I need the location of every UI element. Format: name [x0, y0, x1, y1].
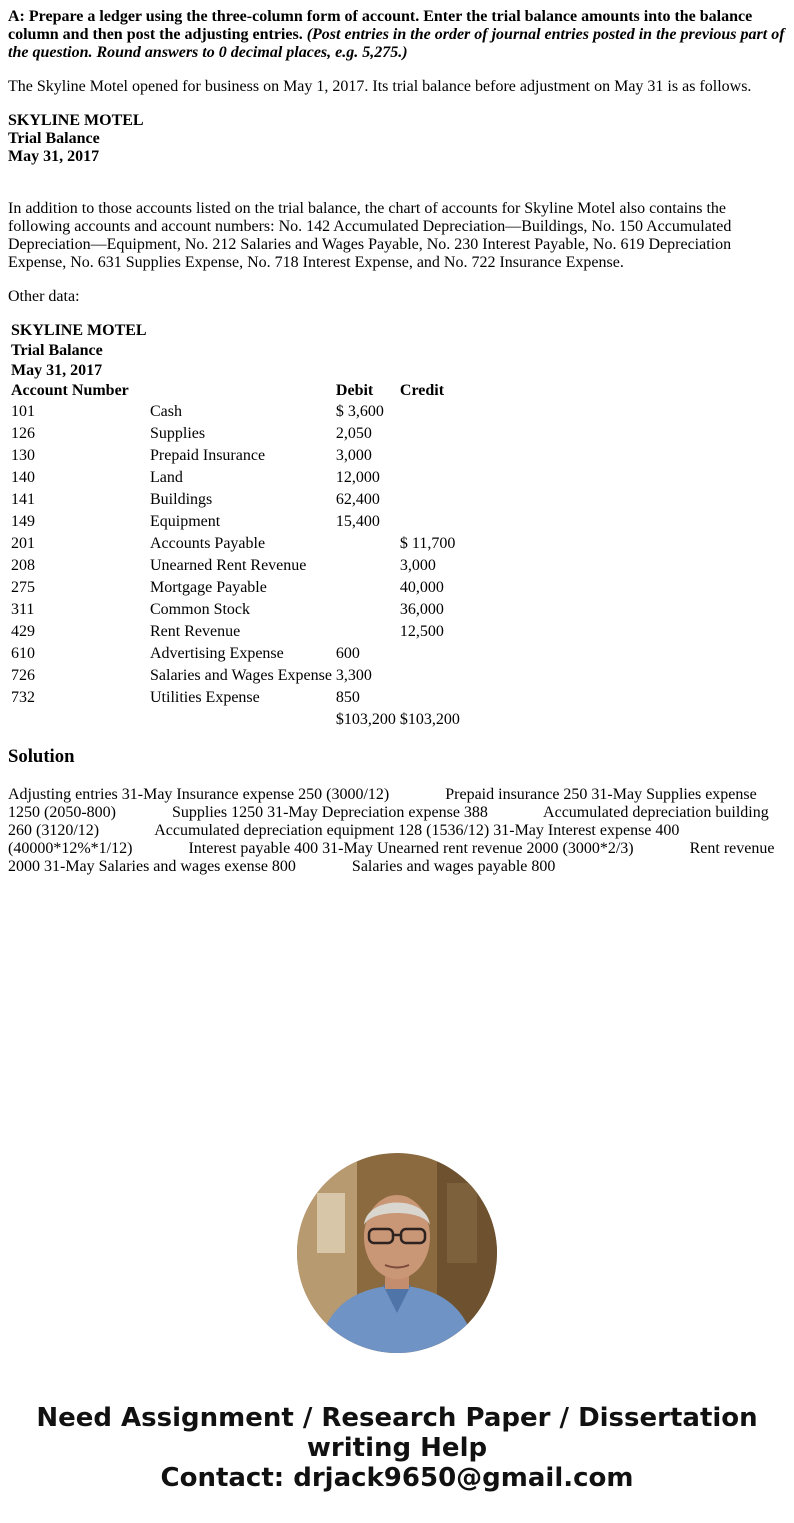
heading-title: Trial Balance [8, 130, 100, 147]
totals-spacer [10, 710, 147, 730]
table-row [10, 402, 461, 422]
author-portrait-image [297, 1153, 497, 1353]
account-name-cell: Mortgage Payable [150, 579, 267, 596]
account-name-cell: Accounts Payable [150, 535, 266, 552]
account-number-cell: 201 [11, 535, 35, 552]
total-debit: $103,200 [335, 711, 396, 728]
account-name-cell: Salaries and Wages Expense [150, 667, 332, 684]
question-prefix: A: Prepare a ledger using the three-column form of account. Enter the trial balance amounts into the balance column and then post the adjusting entries. [8, 8, 753, 43]
table-row [10, 666, 461, 686]
table-row [10, 578, 461, 598]
promo-line-3: Contact: drjack9650@gmail.com [160, 1463, 634, 1493]
table-row [10, 424, 461, 444]
account-number-cell: 126 [11, 425, 35, 442]
solution-entry: Prepaid insurance 250 31-May Supplies expense 1250 (2050-800) [8, 786, 757, 821]
table-row [10, 556, 461, 576]
solution-heading: Solution [8, 746, 75, 767]
heading-date: May 31, 2017 [8, 148, 100, 165]
account-number-cell: 149 [11, 513, 35, 530]
solution-entry: Accumulated depreciation equipment 128 (1536/12) 31-May Interest expense 400 (40000*12%*1/12) [8, 822, 680, 857]
solution-entry: Interest payable 400 31-May Unearned rent revenue 2000 (3000*2/3) [188, 840, 634, 857]
header-credit: Credit [399, 382, 445, 399]
account-number-cell: 429 [11, 623, 35, 640]
table-row [10, 512, 461, 532]
account-name-cell: Supplies [150, 425, 206, 442]
account-number-cell: 726 [11, 667, 35, 684]
debit-cell: $ 3,600 [335, 403, 384, 420]
account-number-cell: 208 [11, 557, 35, 574]
account-number-cell: 275 [11, 579, 35, 596]
credit-cell [399, 688, 461, 708]
account-number-cell: 732 [11, 689, 35, 706]
debit-cell [335, 578, 397, 598]
table-row [10, 468, 461, 488]
credit-cell [399, 512, 461, 532]
account-number-cell: 101 [11, 403, 35, 420]
debit-cell: 62,400 [335, 491, 380, 508]
table-date: May 31, 2017 [11, 362, 103, 379]
question-note: (Post entries in the order of journal entries posted in the previous part of the question. Round answers to 0 decimal places, e.g. 5,275.) [8, 26, 785, 61]
table-company: SKYLINE MOTEL [11, 322, 147, 339]
account-name-cell: Rent Revenue [150, 623, 241, 640]
debit-cell: 12,000 [335, 469, 380, 486]
total-credit: $103,200 [399, 711, 460, 728]
account-name-cell: Land [150, 469, 183, 486]
credit-cell [399, 666, 461, 686]
credit-cell [399, 490, 461, 510]
other-data-label: Other data: [8, 288, 80, 305]
debit-cell [335, 622, 397, 642]
totals-row [10, 710, 461, 730]
table-row [10, 600, 461, 620]
trial-balance-heading [8, 112, 786, 166]
credit-cell: 3,000 [399, 557, 436, 574]
header-debit: Debit [335, 382, 374, 399]
question-intro: The Skyline Motel opened for business on May 1, 2017. Its trial balance before adjustment on May 31 is as follows. [8, 78, 752, 95]
table-title: Trial Balance [11, 342, 103, 359]
account-number-cell: 610 [11, 645, 35, 662]
account-name-cell: Prepaid Insurance [150, 447, 266, 464]
debit-cell [335, 600, 397, 620]
table-row [10, 490, 461, 510]
solution-entry: Salaries and wages payable 800 [351, 858, 556, 875]
table-row [10, 622, 461, 642]
debit-cell [335, 556, 397, 576]
account-number-cell: 130 [11, 447, 35, 464]
account-name-cell: Common Stock [150, 601, 251, 618]
account-name-cell: Buildings [150, 491, 213, 508]
header-account-number: Account Number [11, 382, 129, 399]
account-number-cell: 140 [11, 469, 35, 486]
credit-cell [399, 402, 461, 422]
debit-cell: 850 [335, 689, 360, 706]
promo-banner [0, 1403, 794, 1493]
promo-line-1: Need Assignment / Research Paper / Dissertation [36, 1403, 758, 1433]
account-name-cell: Utilities Expense [150, 689, 260, 706]
solution-entry: Rent revenue 2000 31-May Salaries and wages exense 800 [8, 840, 775, 875]
debit-cell: 600 [335, 645, 360, 662]
table-row [10, 688, 461, 708]
account-name-cell: Unearned Rent Revenue [150, 557, 307, 574]
account-number-cell: 141 [11, 491, 35, 508]
table-row [10, 534, 461, 554]
credit-cell [399, 446, 461, 466]
promo-line-2: writing Help [306, 1433, 488, 1463]
chart-of-accounts-note: In addition to those accounts listed on the trial balance, the chart of accounts for Skyline Motel also contains the following accounts and account numbers: No. 142 Accumulated Depreciation—Buildings, No. 150 Accumulated Depreciation—Equipment, No. 212 Salaries and Wages Payable, No. 230 Interest Payable, No. 619 Depreciation Expense, No. 631 Supplies Expense, No. 718 Interest Expense, and No. 722 Insurance Expense. [8, 200, 732, 271]
credit-cell [399, 424, 461, 444]
debit-cell: 3,300 [335, 667, 372, 684]
table-row [10, 644, 461, 664]
trial-balance-table [8, 320, 463, 732]
blank-gap [8, 182, 786, 200]
solution-entry: Supplies 1250 31-May Depreciation expense 388 [171, 804, 488, 821]
debit-cell: 3,000 [335, 447, 372, 464]
author-photo [297, 1153, 497, 1353]
account-name-cell: Equipment [150, 513, 221, 530]
account-number-cell: 311 [11, 601, 35, 618]
heading-company: SKYLINE MOTEL [8, 112, 144, 129]
credit-cell: 36,000 [399, 601, 444, 618]
totals-spacer [149, 710, 333, 730]
question-instructions [8, 8, 786, 62]
table-header-row [10, 382, 461, 400]
credit-cell [399, 468, 461, 488]
credit-cell: 40,000 [399, 579, 444, 596]
credit-cell: $ 11,700 [399, 535, 456, 552]
credit-cell: 12,500 [399, 623, 444, 640]
debit-cell [335, 534, 397, 554]
solution-text [8, 786, 786, 876]
account-name-cell: Advertising Expense [150, 645, 284, 662]
solution-entry: Adjusting entries 31-May Insurance expense 250 (3000/12) [8, 786, 390, 803]
credit-cell [399, 644, 461, 664]
table-row [10, 446, 461, 466]
debit-cell: 2,050 [335, 425, 372, 442]
debit-cell: 15,400 [335, 513, 380, 530]
solution-entry: Accumulated depreciation building 260 (3120/12) [8, 804, 769, 839]
account-name-cell: Cash [150, 403, 182, 420]
